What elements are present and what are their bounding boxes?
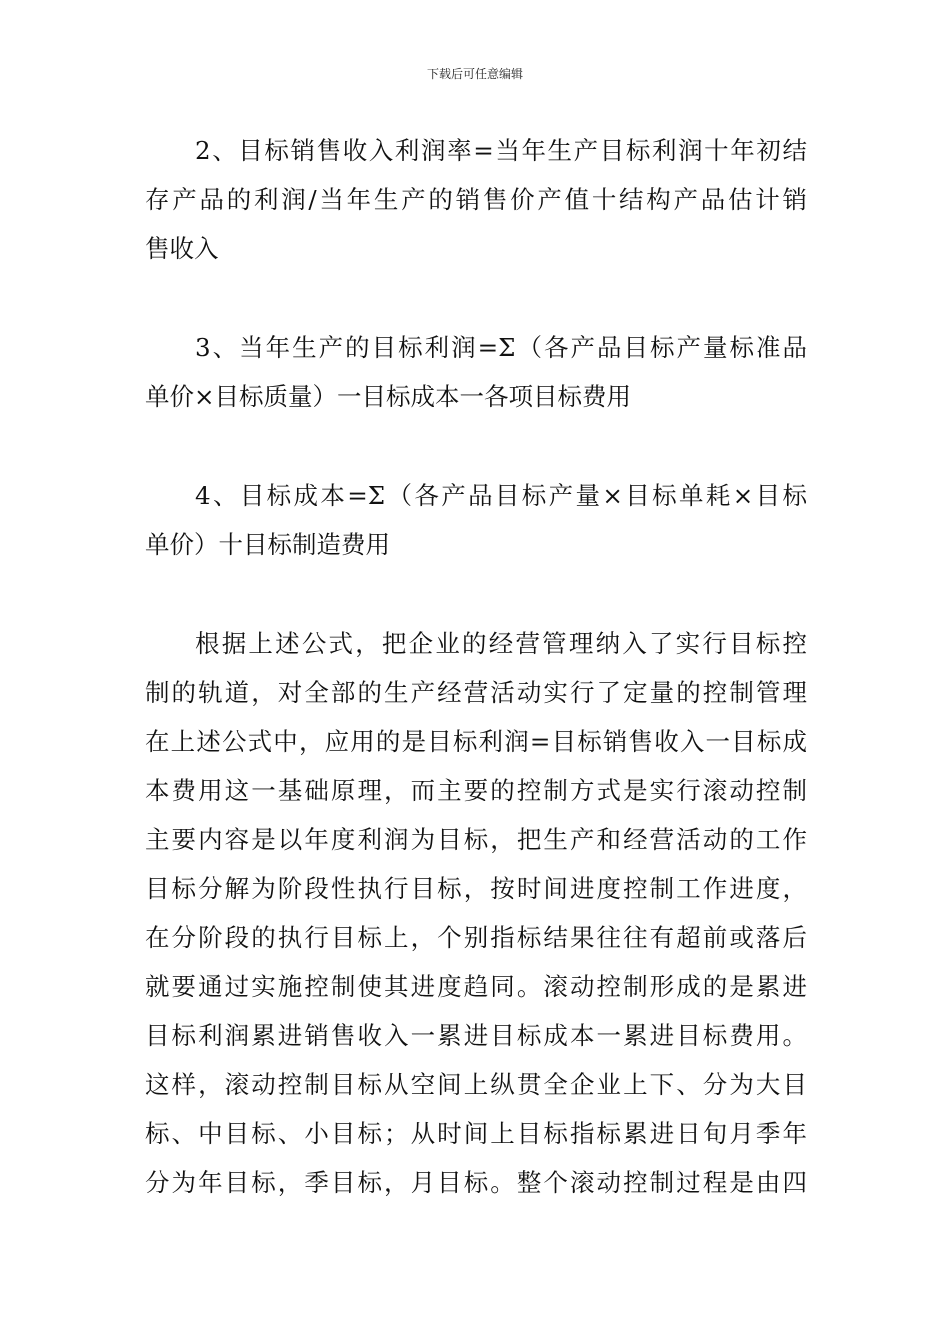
paragraph-line: 售收入 [145, 234, 219, 263]
paragraph-line: 标、中目标、小目标；从时间上目标指标累进日旬月季年 [145, 1119, 807, 1148]
paragraph-line: 本费用这一基础原理，而主要的控制方式是实行滚动控制 [145, 776, 807, 805]
paragraph-line: 4、目标成本=Σ（各产品目标产量×目标单耗×目标 [195, 481, 807, 510]
paragraph-line: 2、目标销售收入利润率=当年生产目标利润十年初结 [195, 136, 807, 165]
paragraph-line: 根据上述公式，把企业的经营管理纳入了实行目标控 [195, 629, 807, 658]
paragraph-line: 分为年目标，季目标，月目标。整个滚动控制过程是由四 [145, 1168, 807, 1197]
paragraph-line: 单价）十目标制造费用 [145, 530, 390, 559]
paragraph-line: 在上述公式中，应用的是目标利润=目标销售收入一目标成 [145, 727, 807, 756]
paragraph-line: 目标利润累进销售收入一累进目标成本一累进目标费用。 [145, 1021, 807, 1050]
paragraph-formula-4 [145, 471, 807, 569]
paragraph-line: 单价×目标质量）一目标成本一各项目标费用 [145, 382, 632, 411]
paragraph-line: 存产品的利润/当年生产的销售价产值十结构产品估计销 [145, 185, 807, 214]
document-body [145, 126, 807, 1207]
paragraph-formula-2 [145, 126, 807, 273]
paragraph-line: 目标分解为阶段性执行目标，按时间进度控制工作进度， [145, 874, 807, 903]
paragraph-line: 就要通过实施控制使其进度趋同。滚动控制形成的是累进 [145, 972, 807, 1001]
page-header: 下载后可任意编辑 [426, 67, 523, 81]
paragraph-line: 制的轨道，对全部的生产经营活动实行了定量的控制管理 [145, 678, 807, 707]
paragraph-line: 3、当年生产的目标利润=Σ（各产品目标产量标准品 [195, 333, 807, 362]
paragraph-line: 这样，滚动控制目标从空间上纵贯全企业上下、分为大目 [145, 1070, 807, 1099]
paragraph-line: 主要内容是以年度利润为目标，把生产和经营活动的工作 [145, 825, 807, 854]
paragraph-formula-3 [145, 323, 807, 421]
paragraph-line: 在分阶段的执行目标上，个别指标结果往往有超前或落后 [145, 923, 807, 952]
paragraph-explanation [145, 619, 807, 1207]
